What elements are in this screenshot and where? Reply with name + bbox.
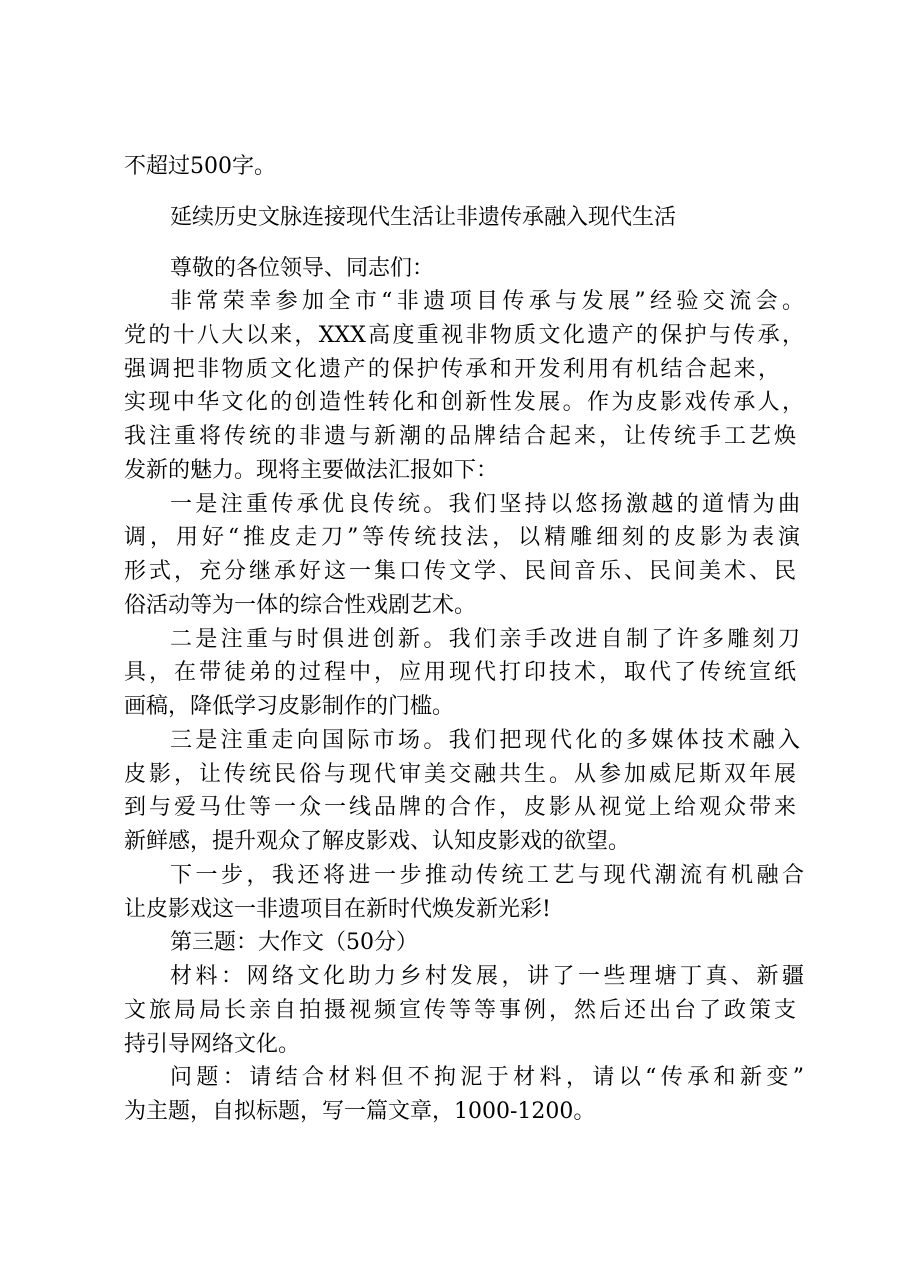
text-line: 形式，充分继承好这一集口传文学、民间音乐、民间美术、民 bbox=[124, 559, 796, 584]
text-line: 下一步，我还将进一步推动传统工艺与现代潮流有机融合 bbox=[170, 863, 804, 888]
text-line: 实现中华文化的创造性转化和创新性发展。作为皮影戏传承人， bbox=[124, 390, 804, 415]
salutation: 尊敬的各位领导、同志们： bbox=[170, 256, 435, 281]
text-line: 让皮影戏这一非遗项目在新时代焕发新光彩! bbox=[124, 897, 551, 922]
text-line: 到与爱马仕等一众一线品牌的合作，皮影从视觉上给观众带来 bbox=[124, 795, 796, 820]
text-line: 一是注重传承优良传统。我们坚持以悠扬激越的道情为曲 bbox=[170, 492, 800, 517]
text-line: 画稿，降低学习皮影制作的门槛。 bbox=[124, 694, 455, 719]
text-line: 调，用好“推皮走刀”等传统技法，以精雕细刻的皮影为表演 bbox=[124, 525, 800, 550]
text-line: 持引导网络文化。 bbox=[124, 1032, 301, 1057]
text-line: 非常荣幸参加全市“非遗项目传承与发展”经验交流会。 bbox=[170, 289, 804, 314]
text-line: 三是注重走向国际市场。我们把现代化的多媒体技术融入 bbox=[170, 728, 800, 753]
text-line: 为主题，自拟标题，写一篇文章，1000-1200。 bbox=[124, 1099, 596, 1124]
text-line: 具，在带徒弟的过程中，应用现代打印技术，取代了传统宣纸 bbox=[124, 660, 796, 685]
text-line: 不超过500字。 bbox=[124, 154, 276, 179]
text-line: 文旅局局长亲自拍摄视频宣传等等事例，然后还出台了政策支 bbox=[124, 998, 796, 1023]
text-line: 问题：请结合材料但不拘泥于材料，请以“传承和新变” bbox=[170, 1065, 804, 1090]
text-line: 新鲜感，提升观众了解皮影戏、认知皮影戏的欲望。 bbox=[124, 829, 631, 854]
essay-title: 延续历史文脉连接现代生活让非遗传承融入现代生活 bbox=[170, 205, 677, 230]
section-heading: 第三题：大作文（50分） bbox=[170, 930, 418, 955]
text-line: 俗活动等为一体的综合性戏剧艺术。 bbox=[124, 593, 477, 618]
text-line: 我注重将传统的非遗与新潮的品牌结合起来，让传统手工艺焕 bbox=[124, 424, 796, 449]
text-line: 皮影，让传统民俗与现代审美交融共生。从参加威尼斯双年展 bbox=[124, 762, 796, 787]
text-line: 材料：网络文化助力乡村发展，讲了一些理塘丁真、新疆 bbox=[170, 964, 804, 989]
text-line: 二是注重与时俱进创新。我们亲手改进自制了许多雕刻刀 bbox=[170, 627, 800, 652]
text-line: 强调把非物质文化遗产的保护传承和开发利用有机结合起来， bbox=[124, 357, 780, 382]
text-line: 党的十八大以来，XXX高度重视非物质文化遗产的保护与传承， bbox=[124, 323, 804, 348]
text-line: 发新的魅力。现将主要做法汇报如下： bbox=[124, 458, 499, 483]
